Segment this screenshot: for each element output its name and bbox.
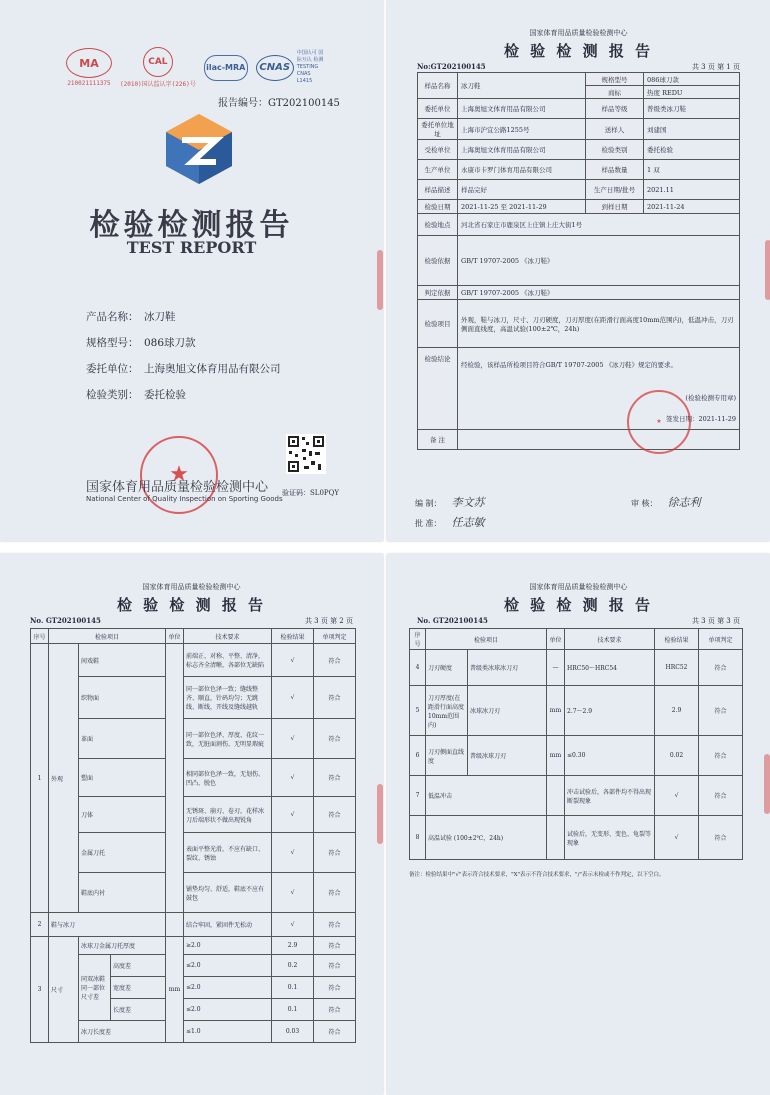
ilac-mra-icon: ilac-MRA [204, 55, 248, 81]
compiler-signature: 编 制： 李文苏 [415, 496, 485, 509]
page-org: 国家体育用品质量检验检测中心 [142, 583, 241, 591]
table-header: 序号 检验项目 单位 技术要求 检验结果 单项判定 [410, 629, 743, 650]
cnas-icon: CNAS [256, 55, 294, 81]
reviewer-signature: 审 核： 徐志利 [631, 496, 701, 509]
basic-info-table: 样品名称 冰刀鞋 规格型号 086球刀款 商标 热度 REDU 委托单位 上海奥旭文体育用品有限公司 样品等级 普级类冰刀鞋 委托单位地址 上海市沪宜公路1255号 送样人 刘建国 受检单位 上海奥旭文体育用品有限公司 检验类别 委托检验 生产单位 永康市卡罗门体育用品有限公司 样品数量 1 双 样品描述 样品完好 生产日期/批号 2021.11 检验日期 2021-11-25 至 2021-11-29 到样日期 2021-11-24 检验地点 河北省石家庄市鹿泉区上庄镇上庄大街1号 检验依据 GB/T 19707-2005 《冰刀鞋》 判定依据 GB/T 19707-2005 《冰刀鞋》 检验项目 外观，鞋与冰刀，尺寸、刀刃硬度，刀刃厚度(在距滑行面高度10mm范围内)，低温冲击，刀刃侧面直线度，高温试验(100±2℃，24h) 检验结论 经检验，该样品所检项目符合GB/T 19707-2005 《冰刀鞋》规定的要求。 (检验检测专用章) 签发日期：2021-11-29 备 注 [417, 72, 740, 450]
table-row: 塑面 相同部位色泽一致，无划伤、凹凸、脱色 √ 符合 [31, 759, 356, 797]
table-row: 刀体 无锈斑、崩刃、卷刃，花样冰刀后端形状不做出现锐角 √ 符合 [31, 797, 356, 833]
report-title: 检验检测报告 [89, 208, 294, 243]
table-row: 7 低温冲击 冲击试验后，各部件均不得出现断裂现象 √ 符合 [410, 776, 743, 816]
page-report-number: No:GT202100145 [417, 62, 486, 71]
field-model: 规格型号： 086球刀款 [86, 337, 196, 349]
cal-seal-icon: CAL [143, 47, 173, 77]
table-footnote: 备注：检验结果中"√"表示符合技术要求，"X"表示不符合技术要求，"/"表示未检或不作判定，以下空白。 [409, 872, 665, 878]
edge-seal-icon [377, 784, 383, 844]
field-product: 产品名称： 冰刀鞋 [86, 311, 176, 323]
page-title: 检 验 检 测 报 告 [116, 596, 267, 614]
table-row: 5 刀刃厚度(在距滑行面高度10mm范围内) 冰球冰刀刃 mm 2.7～2.9 2.9 符合 [410, 686, 743, 736]
cal-logo: CAL (2010)国认监认字(226)号 [120, 47, 196, 88]
page-counter: 共 3 页 第 3 页 [691, 617, 740, 625]
table-row: 织物面 同一部位色泽一致；缝线整齐、顺直，针码均匀；无跳线、断线，开线及缝线越轨 √ 符合 [31, 677, 356, 719]
edge-seal-icon [765, 240, 770, 300]
inspection-seal-icon: ★ [627, 390, 691, 454]
cnas-logo: CNAS 中国认可 国际互认 检测 TESTING CNAS L1415 [256, 50, 327, 85]
table-row: 6 刀刃侧面直线度 普级冰球刀刃 mm ≤0.30 0.02 符合 [410, 736, 743, 776]
table-header: 序号 检验项目 单位 技术要求 检验结果 单项判定 [31, 629, 356, 644]
page-title: 检 验 检 测 报 告 [503, 596, 654, 614]
verify-code: 验证码：SL0PQY [282, 489, 339, 497]
field-category: 检验类别： 委托检验 [86, 389, 186, 401]
page-org: 国家体育用品质量检验检测中心 [529, 29, 628, 37]
cma-logo: MA 210021111375 [66, 48, 112, 87]
report-subtitle: TEST REPORT [126, 238, 257, 257]
page-report-number: No. GT202100145 [417, 616, 488, 625]
page-report-number: No. GT202100145 [30, 616, 101, 625]
table-row: 宽度差 ≤2.0 0.1 符合 [31, 977, 356, 999]
report-page-2 [0, 554, 383, 1095]
table-row: 金属刀托 表面平整光滑，不应有缺口、裂纹、锈蚀 √ 符合 [31, 833, 356, 873]
inspection-items-table [30, 628, 356, 1043]
cover-fields [86, 304, 281, 408]
report-page-1 [387, 0, 770, 541]
cover-org-name-en: National Center of Quality Inspection on Sporting Goods [86, 495, 283, 503]
table-row: 8 高温试验 (100±2℃，24h) 试验后，无变形、变色、龟裂等现象 √ 符合 [410, 816, 743, 860]
table-row: 2 鞋与冰刀 结合牢固，紧固件无松动 √ 符合 [31, 913, 356, 937]
edge-seal-icon [377, 250, 383, 310]
page-counter: 共 3 页 第 1 页 [691, 63, 740, 71]
center-emblem-icon [162, 112, 236, 186]
table-row: 冰刀长度差 ≤1.0 0.03 符合 [31, 1021, 356, 1043]
inspection-items-table [409, 628, 743, 860]
page-title: 检 验 检 测 报 告 [503, 42, 654, 60]
table-row: 3 尺寸 冰球刀金属刀托厚度 mm ≥2.0 2.9 符合 [31, 937, 356, 955]
table-row: 长度差 ≤2.0 0.1 符合 [31, 999, 356, 1021]
field-client: 委托单位： 上海奥旭文体育用品有限公司 [86, 363, 281, 375]
qr-code-icon [286, 434, 326, 474]
table-row: 4 刀刃硬度 普级类冰球冰刀刃 — HRC50～HRC54 HRC52 符合 [410, 650, 743, 686]
edge-seal-icon [764, 754, 770, 814]
cover-org-name: 国家体育用品质量检验检测中心 [86, 480, 269, 495]
table-row: 同双冰鞋同一部位尺寸差 高度差 ≤2.0 0.2 符合 [31, 955, 356, 977]
cover-page [0, 0, 383, 541]
table-row: 鞋底内衬 铺垫均匀、舒适，鞋底不应有鼓包 √ 符合 [31, 873, 356, 913]
table-row: 革面 同一部位色泽、厚度、花纹一致，无脏面割伤、无明显瑕疵 √ 符合 [31, 719, 356, 759]
approver-signature: 批 准： 任志敏 [415, 516, 485, 529]
report-number: 报告编号：GT202100145 [218, 98, 340, 109]
table-row: 1 外观 间戏鞋 前端正、对称、平整、清净，标志齐全清晰，各部位无缺陷 √ 符合 [31, 644, 356, 677]
cma-seal-icon: MA [66, 48, 112, 78]
cover-logos [66, 47, 327, 88]
page-counter: 共 3 页 第 2 页 [304, 617, 353, 625]
page-org: 国家体育用品质量检验检测中心 [529, 583, 628, 591]
report-page-3 [387, 554, 770, 1095]
